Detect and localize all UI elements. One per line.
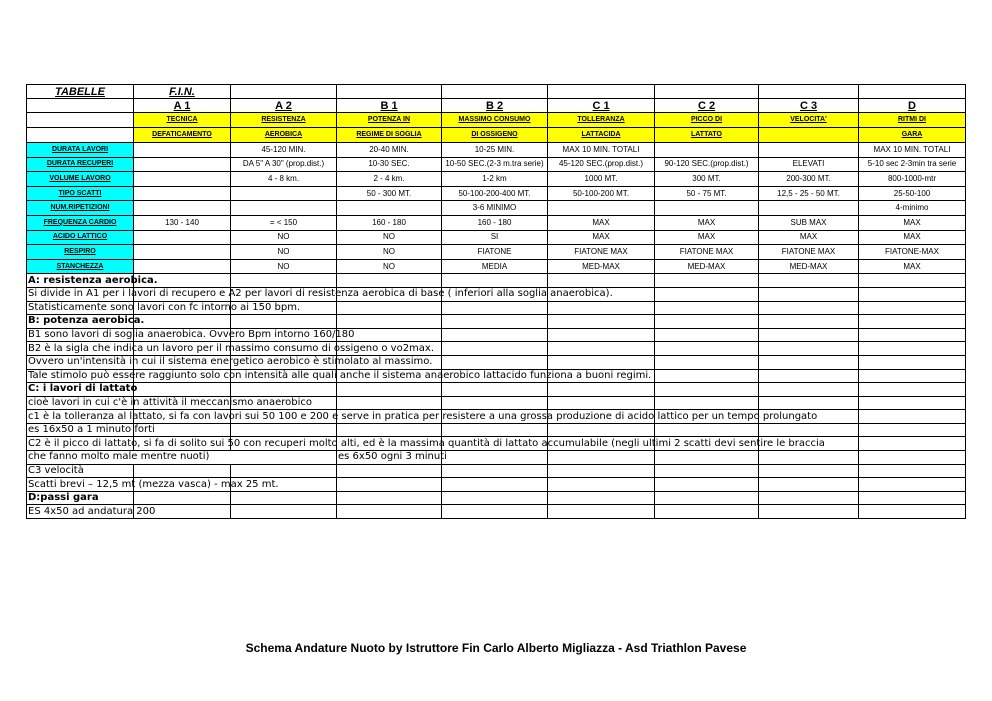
note-row <box>27 369 966 383</box>
column-code: A 1 <box>134 99 231 113</box>
empty-cell <box>655 464 759 478</box>
empty-cell <box>337 396 442 410</box>
empty-cell <box>548 315 655 329</box>
category-label: DI OSSIGENO <box>442 128 548 143</box>
category-label: PICCO DI <box>655 113 759 128</box>
empty-cell <box>759 315 859 329</box>
empty-cell <box>548 328 655 342</box>
data-cell <box>655 143 759 158</box>
header-row-title <box>27 85 966 99</box>
table-row <box>27 215 966 230</box>
empty-cell <box>859 274 966 288</box>
data-cell: 20-40 MIN. <box>337 143 442 158</box>
data-cell: 300 MT. <box>655 172 759 187</box>
data-cell: FIATONE <box>442 245 548 260</box>
subheader-top-row <box>27 113 966 128</box>
note-text: c1 è la tolleranza al lattato, si fa con lavori sui 50 100 e 200 e serve in pratica per resistere a una grossa produzione di acido lattico per un tempo prolungato <box>28 410 818 422</box>
data-cell <box>759 143 859 158</box>
row-label: DURATA RECUPERI <box>27 157 134 172</box>
empty-cell <box>655 342 759 356</box>
note-text: Ovvero un'intensità in cui il sistema energetico aerobico è stimolato al massimo. <box>28 356 433 368</box>
empty-cell <box>859 423 966 437</box>
column-code: A 2 <box>231 99 337 113</box>
empty-cell <box>442 355 548 369</box>
empty-cell <box>655 396 759 410</box>
category-label: RITMI DI <box>859 113 966 128</box>
empty-cell <box>759 491 859 505</box>
empty-cell <box>859 491 966 505</box>
category-label <box>759 128 859 143</box>
section-heading: B: potenza aerobica. <box>28 315 145 327</box>
empty-cell <box>548 451 655 465</box>
empty-cell <box>859 301 966 315</box>
data-cell: MAX <box>859 259 966 274</box>
column-code: C 1 <box>548 99 655 113</box>
data-cell: 50 - 75 MT. <box>655 186 759 201</box>
note-row <box>27 315 966 329</box>
note-text: es 16x50 a 1 minuto forti <box>28 424 155 436</box>
empty-cell <box>859 451 966 465</box>
table-row <box>27 230 966 245</box>
data-cell <box>134 186 231 201</box>
category-label: DEFATICAMENTO <box>134 128 231 143</box>
empty-cell <box>548 464 655 478</box>
note-row <box>27 274 966 288</box>
empty-cell <box>548 491 655 505</box>
empty-cell <box>231 274 337 288</box>
empty-cell <box>548 85 655 99</box>
section-heading: A: resistenza aerobica. <box>28 274 158 286</box>
data-cell <box>134 259 231 274</box>
empty-cell <box>759 451 859 465</box>
empty-cell <box>442 464 548 478</box>
empty-cell <box>655 287 759 301</box>
empty-cell <box>27 99 134 113</box>
empty-cell <box>442 274 548 288</box>
empty-cell <box>859 355 966 369</box>
data-cell: MED-MAX <box>548 259 655 274</box>
empty-cell <box>655 505 759 519</box>
empty-cell <box>548 478 655 492</box>
empty-cell <box>759 423 859 437</box>
note-text: Si divide in A1 per i lavori di recupero e A2 per lavori di resistenza aerobica di base ( inferiori alla soglia anaerobica). <box>28 288 613 300</box>
data-cell: 50 - 300 MT. <box>337 186 442 201</box>
data-cell <box>759 201 859 216</box>
empty-cell <box>548 342 655 356</box>
empty-cell <box>759 274 859 288</box>
empty-cell <box>859 478 966 492</box>
data-cell: MAX 10 MIN. TOTALI <box>548 143 655 158</box>
data-cell: = < 150 <box>231 215 337 230</box>
data-cell <box>134 201 231 216</box>
empty-cell <box>548 274 655 288</box>
data-cell <box>134 143 231 158</box>
data-cell: 5-10 sec 2-3min tra serie <box>859 157 966 172</box>
note-row <box>27 423 966 437</box>
empty-cell <box>231 423 337 437</box>
empty-cell <box>655 85 759 99</box>
empty-cell <box>759 396 859 410</box>
data-cell: 50-100-200-400 MT. <box>442 186 548 201</box>
empty-cell <box>442 301 548 315</box>
data-cell <box>231 186 337 201</box>
data-cell <box>548 201 655 216</box>
empty-cell <box>442 342 548 356</box>
data-cell: NO <box>337 245 442 260</box>
empty-cell <box>859 85 966 99</box>
data-cell <box>134 157 231 172</box>
empty-cell <box>859 328 966 342</box>
empty-cell <box>859 315 966 329</box>
empty-cell <box>134 315 231 329</box>
empty-cell <box>442 383 548 397</box>
empty-cell <box>655 315 759 329</box>
data-cell: MEDIA <box>442 259 548 274</box>
table-row <box>27 157 966 172</box>
footer-caption: Schema Andature Nuoto by Istruttore Fin Carlo Alberto Migliazza - Asd Triathlon Pavese <box>245 641 747 655</box>
note-row <box>27 301 966 315</box>
note-text: cioè lavori in cui c'è in attività il meccanismo anaerobico <box>28 396 312 408</box>
data-cell: NO <box>337 259 442 274</box>
data-cell: DA 5" A 30" (prop.dist.) <box>231 157 337 172</box>
empty-cell <box>231 464 337 478</box>
empty-cell <box>548 355 655 369</box>
data-cell: MAX <box>548 215 655 230</box>
empty-cell <box>759 287 859 301</box>
note-row <box>27 437 966 451</box>
data-cell <box>655 201 759 216</box>
empty-cell <box>337 85 442 99</box>
data-cell: MAX 10 MIN. TOTALI <box>859 143 966 158</box>
column-code: B 1 <box>337 99 442 113</box>
column-code: C 2 <box>655 99 759 113</box>
data-cell: 200-300 MT. <box>759 172 859 187</box>
note-text: che fanno molto male mentre nuoti) <box>27 451 337 465</box>
table-row <box>27 259 966 274</box>
data-cell: MED-MAX <box>655 259 759 274</box>
empty-cell <box>655 423 759 437</box>
category-label: RESISTENZA <box>231 113 337 128</box>
data-cell: 10-50 SEC.(2-3 m.tra serie) <box>442 157 548 172</box>
note-text: C2 è il picco di lattato, si fa di solito sui 50 con recuperi molto alti, ed è la massima quantità di lattato accumulabile (negli ultimi 2 scatti devi sentire le braccia <box>28 437 825 449</box>
empty-cell <box>859 383 966 397</box>
empty-cell <box>859 464 966 478</box>
empty-cell <box>337 505 442 519</box>
table-row <box>27 172 966 187</box>
empty-cell <box>231 315 337 329</box>
data-cell: 45-120 SEC.(prop.dist.) <box>548 157 655 172</box>
data-cell: NO <box>231 259 337 274</box>
empty-cell <box>442 451 548 465</box>
data-cell: 4-minimo <box>859 201 966 216</box>
column-code: D <box>859 99 966 113</box>
note-text: C3 velocità <box>27 464 134 478</box>
empty-cell <box>337 383 442 397</box>
empty-cell <box>655 451 759 465</box>
empty-cell <box>548 505 655 519</box>
data-cell: FIATONE MAX <box>759 245 859 260</box>
empty-cell <box>442 491 548 505</box>
data-cell: 800-1000-mtr <box>859 172 966 187</box>
note-extra: es 6x50 ogni 3 minuti <box>338 451 447 463</box>
empty-cell <box>759 383 859 397</box>
data-cell: 130 - 140 <box>134 215 231 230</box>
data-cell: NO <box>337 230 442 245</box>
note-row <box>27 464 966 478</box>
note-row <box>27 396 966 410</box>
note-row <box>27 342 966 356</box>
empty-cell <box>655 301 759 315</box>
empty-cell <box>134 383 231 397</box>
empty-cell <box>442 328 548 342</box>
table-row <box>27 201 966 216</box>
section-heading: D:passi gara <box>27 491 134 505</box>
note-text: B2 è la sigla che indica un lavoro per il massimo consumo di ossigeno o vo2max. <box>28 342 435 354</box>
note-row <box>27 328 966 342</box>
note-row <box>27 478 966 492</box>
swim-training-table <box>26 84 966 519</box>
data-cell: SUB MAX <box>759 215 859 230</box>
note-text: Scatti brevi – 12,5 mt (mezza vasca) - max 25 mt. <box>28 478 279 490</box>
row-label: DURATA LAVORI <box>27 143 134 158</box>
empty-cell <box>548 396 655 410</box>
note-row <box>27 451 966 465</box>
empty-cell <box>442 85 548 99</box>
empty-cell <box>859 342 966 356</box>
note-text: Tale stimolo può essere raggiunto solo con intensità alle quali anche il sistema anaerobico lattacido funziona a buoni regimi. <box>28 369 652 381</box>
note-row <box>27 383 966 397</box>
category-label: LATTATO <box>655 128 759 143</box>
empty-cell <box>337 301 442 315</box>
note-row <box>27 491 966 505</box>
row-label: VOLUME LAVORO <box>27 172 134 187</box>
empty-cell <box>548 383 655 397</box>
row-label: NUM.RIPETIZIONI <box>27 201 134 216</box>
empty-cell <box>231 491 337 505</box>
note-row <box>27 505 966 519</box>
data-cell: ELEVATI <box>759 157 859 172</box>
empty-cell <box>859 369 966 383</box>
data-cell: 4 - 8 km. <box>231 172 337 187</box>
header-row-codes <box>27 99 966 113</box>
data-cell: MAX <box>759 230 859 245</box>
empty-cell <box>655 478 759 492</box>
empty-cell <box>442 396 548 410</box>
fin-label: F.I.N. <box>134 85 231 99</box>
empty-cell <box>759 342 859 356</box>
empty-cell <box>231 505 337 519</box>
data-cell: FIATONE MAX <box>548 245 655 260</box>
note-row <box>27 355 966 369</box>
note-row <box>27 410 966 424</box>
empty-cell <box>27 113 134 128</box>
empty-cell <box>337 315 442 329</box>
empty-cell <box>27 128 134 143</box>
data-cell: 45-120 MIN. <box>231 143 337 158</box>
data-cell: MAX <box>655 215 759 230</box>
empty-cell <box>655 328 759 342</box>
data-cell <box>134 172 231 187</box>
data-cell: 10-25 MIN. <box>442 143 548 158</box>
data-cell: MAX <box>655 230 759 245</box>
empty-cell <box>231 85 337 99</box>
data-cell <box>134 230 231 245</box>
data-cell: 12,5 - 25 - 50 MT. <box>759 186 859 201</box>
empty-cell <box>759 355 859 369</box>
empty-cell <box>134 464 231 478</box>
note-row <box>27 287 966 301</box>
empty-cell <box>655 383 759 397</box>
empty-cell <box>759 505 859 519</box>
data-cell: 10-30 SEC. <box>337 157 442 172</box>
data-cell: FIATONE-MAX <box>859 245 966 260</box>
empty-cell <box>548 301 655 315</box>
empty-cell <box>134 491 231 505</box>
empty-cell <box>337 423 442 437</box>
row-label: RESPIRO <box>27 245 134 260</box>
data-cell: 1-2 km <box>442 172 548 187</box>
data-cell: MED-MAX <box>759 259 859 274</box>
data-cell: 50-100-200 MT. <box>548 186 655 201</box>
empty-cell <box>759 301 859 315</box>
empty-cell <box>442 478 548 492</box>
data-cell <box>231 201 337 216</box>
subheader-bottom-row <box>27 128 966 143</box>
empty-cell <box>442 315 548 329</box>
table-row <box>27 143 966 158</box>
data-cell: SI <box>442 230 548 245</box>
data-cell: 90-120 SEC.(prop.dist.) <box>655 157 759 172</box>
note-text: ES 4x50 ad andatura 200 <box>28 505 156 517</box>
data-cell: 160 - 180 <box>442 215 548 230</box>
empty-cell <box>859 396 966 410</box>
category-label: REGIME DI SOGLIA <box>337 128 442 143</box>
empty-cell <box>759 464 859 478</box>
category-label: GARA <box>859 128 966 143</box>
empty-cell <box>231 383 337 397</box>
row-label: TIPO SCATTI <box>27 186 134 201</box>
category-label: TECNICA <box>134 113 231 128</box>
empty-cell <box>337 274 442 288</box>
empty-cell <box>655 491 759 505</box>
data-cell: MAX <box>859 230 966 245</box>
empty-cell <box>548 423 655 437</box>
note-text: B1 sono lavori di soglia anaerobica. Ovvero Bpm intorno 160/180 <box>28 329 355 341</box>
section-heading: C: i lavori di lattato <box>28 383 138 395</box>
empty-cell <box>759 369 859 383</box>
category-label: MASSIMO CONSUMO <box>442 113 548 128</box>
data-cell: MAX <box>859 215 966 230</box>
category-label: VELOCITA' <box>759 113 859 128</box>
row-label: FREQUENZA CARDIO <box>27 215 134 230</box>
empty-cell <box>759 478 859 492</box>
data-cell: 25-50-100 <box>859 186 966 201</box>
empty-cell <box>655 369 759 383</box>
empty-cell <box>759 328 859 342</box>
empty-cell <box>655 355 759 369</box>
empty-cell <box>759 85 859 99</box>
empty-cell <box>337 491 442 505</box>
data-cell: NO <box>231 245 337 260</box>
column-code: B 2 <box>442 99 548 113</box>
data-cell: MAX <box>548 230 655 245</box>
data-cell <box>134 245 231 260</box>
empty-cell <box>859 505 966 519</box>
data-cell <box>337 201 442 216</box>
table-row <box>27 245 966 260</box>
sheet-title: TABELLE <box>27 85 134 99</box>
empty-cell <box>442 505 548 519</box>
data-cell: 3-6 MINIMO <box>442 201 548 216</box>
data-cell: 160 - 180 <box>337 215 442 230</box>
data-cell: 2 - 4 km. <box>337 172 442 187</box>
empty-cell <box>859 410 966 424</box>
empty-cell <box>859 437 966 451</box>
empty-cell <box>337 478 442 492</box>
category-label: AEROBICA <box>231 128 337 143</box>
note-text: Statisticamente sono lavori con fc intorno ai 150 bpm. <box>28 301 301 313</box>
data-cell: FIATONE MAX <box>655 245 759 260</box>
empty-cell <box>337 464 442 478</box>
row-label: STANCHEZZA <box>27 259 134 274</box>
category-label: LATTACIDA <box>548 128 655 143</box>
data-cell: 1000 MT. <box>548 172 655 187</box>
table-row <box>27 186 966 201</box>
data-cell: NO <box>231 230 337 245</box>
category-label: POTENZA IN <box>337 113 442 128</box>
column-code: C 3 <box>759 99 859 113</box>
category-label: TOLLERANZA <box>548 113 655 128</box>
empty-cell <box>859 287 966 301</box>
empty-cell <box>655 274 759 288</box>
empty-cell <box>442 423 548 437</box>
row-label: ACIDO LATTICO <box>27 230 134 245</box>
